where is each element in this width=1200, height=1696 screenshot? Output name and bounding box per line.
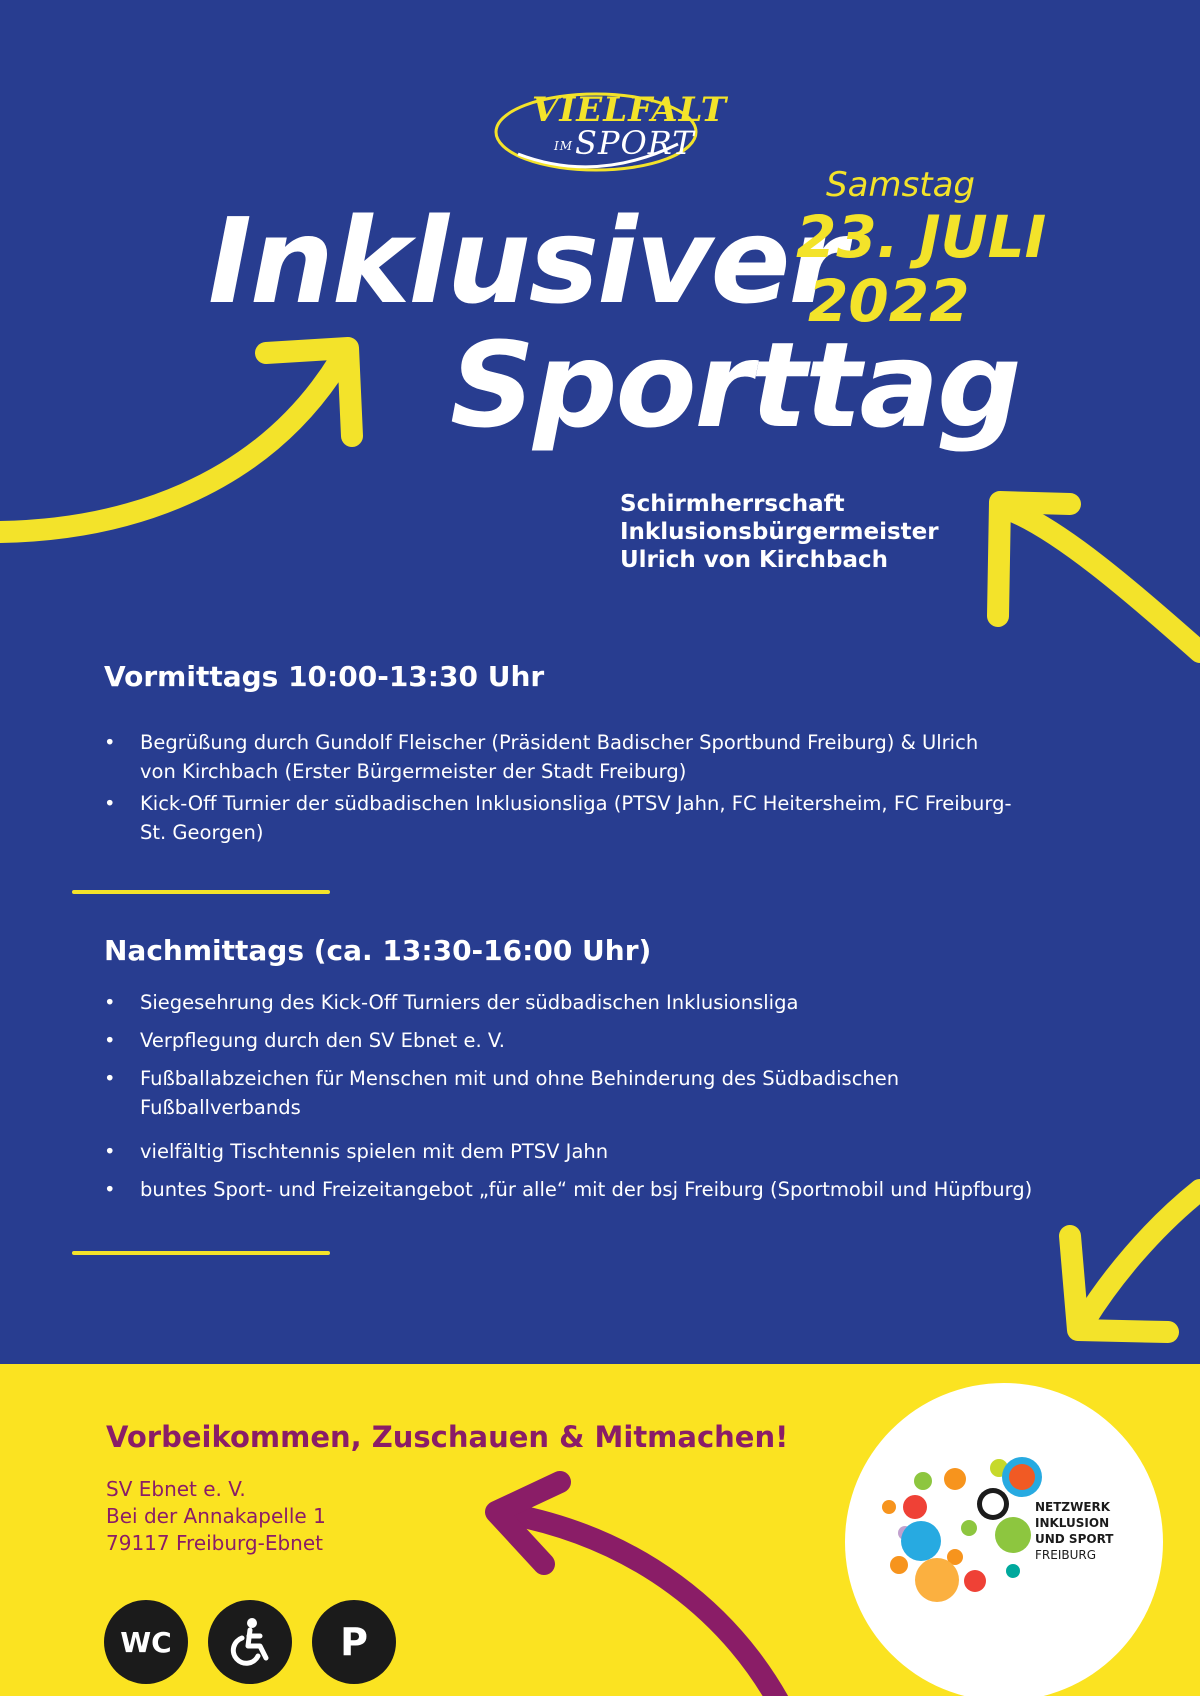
patronage-line: Schirmherrschaft xyxy=(620,491,845,517)
vielfalt-im-sport-logo xyxy=(488,84,728,184)
partner-city: FREIBURG xyxy=(1035,1548,1097,1562)
divider xyxy=(72,890,330,894)
address-line: SV Ebnet e. V. xyxy=(106,1477,246,1501)
patronage-line: Ulrich von Kirchbach xyxy=(620,547,889,573)
venue-address xyxy=(106,1476,326,1557)
wc-badge: WC xyxy=(104,1600,188,1684)
afternoon-heading: Nachmittags (ca. 13:30-16:00 Uhr) xyxy=(104,934,652,967)
logo-line1: VIELFALT xyxy=(532,90,728,130)
title-line2: Sporttag xyxy=(450,316,1020,454)
date-main: 23. JULI xyxy=(796,203,1047,271)
partner-line: NETZWERK xyxy=(1035,1500,1111,1514)
logo-line2-prefix: IM xyxy=(554,138,574,153)
date-year: 2022 xyxy=(808,267,970,335)
arrow-right-lower xyxy=(1085,1190,1200,1320)
list-item: • buntes Sport- und Freizeitangebot „für alle“ mit der bsj Freiburg (Sportmobil und Hüpfburg) xyxy=(104,1175,1114,1204)
partner-line: INKLUSION xyxy=(1035,1516,1110,1530)
partner-dots-icon xyxy=(845,1383,1163,1696)
title-line1: Inklusiver xyxy=(208,192,845,330)
logo-line2-main: SPORT xyxy=(575,124,695,162)
patronage-line: Inklusionsbürgermeister xyxy=(620,519,939,545)
logo-line2 xyxy=(554,124,695,162)
parking-badge: P xyxy=(312,1600,396,1684)
arrow-right-upper xyxy=(1010,510,1200,652)
partner-logo xyxy=(845,1383,1163,1696)
address-line: Bei der Annakapelle 1 xyxy=(106,1504,326,1528)
list-item: • Siegesehrung des Kick-Off Turniers der südbadischen Inklusionsliga xyxy=(104,988,1114,1017)
list-item: • Begrüßung durch Gundolf Fleischer (Präsident Badischer Sportbund Freiburg) & Ulrich von Kirchbach (Erster Bürgermeister der Stadt Freiburg) xyxy=(104,728,1014,786)
arrow-top-left xyxy=(0,360,340,532)
date-day: Samstag xyxy=(826,165,975,205)
accessible-badge xyxy=(208,1600,292,1684)
address-line: 79117 Freiburg-Ebnet xyxy=(106,1531,323,1555)
afternoon-list xyxy=(104,988,1114,1204)
partner-name xyxy=(1035,1499,1113,1563)
list-item: • Fußballabzeichen für Menschen mit und ohne Behinderung des Südbadischen Fußballverbands xyxy=(104,1064,1000,1122)
list-item: • Verpflegung durch den SV Ebnet e. V. xyxy=(104,1026,1114,1055)
list-item: • vielfältig Tischtennis spielen mit dem PTSV Jahn xyxy=(104,1137,1114,1166)
morning-heading: Vormittags 10:00-13:30 Uhr xyxy=(104,660,545,693)
divider xyxy=(72,1251,330,1255)
morning-list xyxy=(104,728,1014,847)
partner-line: UND SPORT xyxy=(1035,1532,1114,1546)
list-item: • Kick-Off Turnier der südbadischen Inklusionsliga (PTSV Jahn, FC Heitersheim, FC Freiburg-St. Georgen) xyxy=(104,789,1014,847)
call-to-action: Vorbeikommen, Zuschauen & Mitmachen! xyxy=(106,1420,789,1454)
arrow-footer-line xyxy=(510,1514,780,1696)
patronage xyxy=(620,490,939,574)
wheelchair-icon xyxy=(222,1614,278,1670)
